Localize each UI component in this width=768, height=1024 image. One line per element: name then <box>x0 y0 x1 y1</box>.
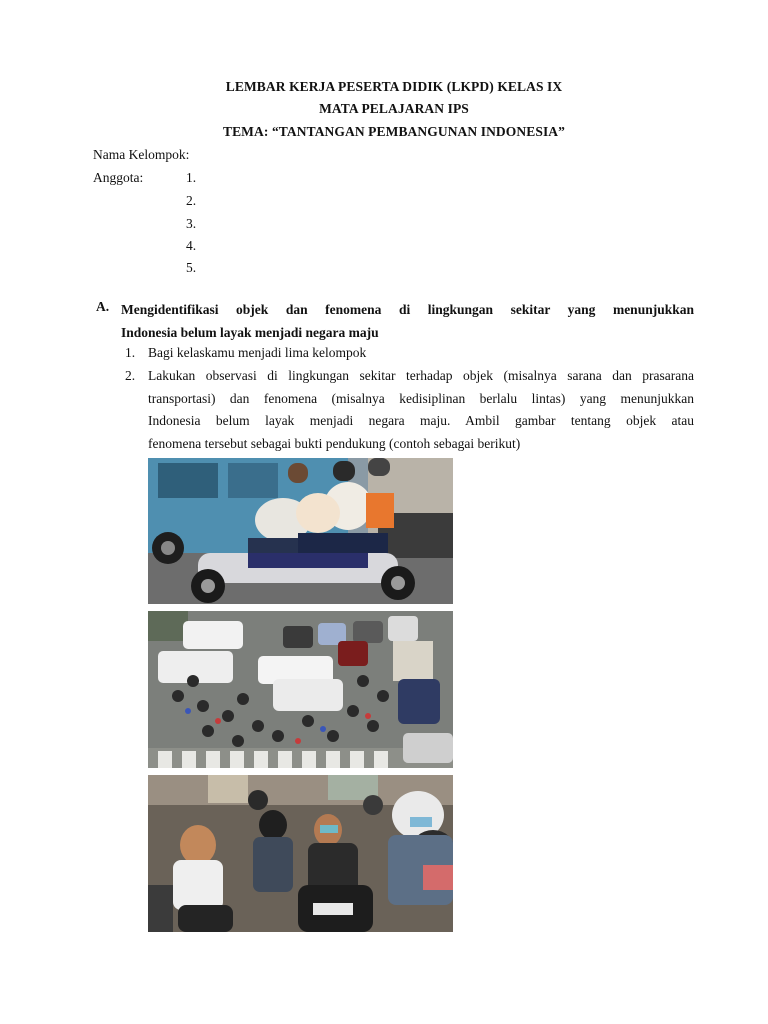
instruction-line: Indonesia belum layak menjadi negara maju. Ambil gambar tentang objek atau <box>148 413 694 428</box>
instruction-line: Bagi kelaskamu menjadi lima kelompok <box>148 345 367 360</box>
traffic-jam-photo <box>148 611 453 768</box>
subject-title: MATA PELAJARAN IPS <box>319 101 469 116</box>
crowded-motorcycles-photo <box>148 775 453 932</box>
section-title-line-1: Mengidentifikasi objek dan fenomena di lingkungan sekitar yang menunjukkan <box>121 302 694 317</box>
member-number-5: 5. <box>186 260 197 275</box>
instruction-line: Lakukan observasi di lingkungan sekitar terhadap objek (misalnya sarana dan prasarana <box>148 368 694 383</box>
member-number-3: 3. <box>186 216 197 231</box>
instruction-text <box>148 365 694 455</box>
instruction-number: 1. <box>125 345 136 360</box>
section-title <box>121 299 694 344</box>
section-title-line-2: Indonesia belum layak menjadi negara maju <box>121 324 379 340</box>
member-number-4: 4. <box>186 238 197 253</box>
motorcycle-students-photo <box>148 458 453 604</box>
instruction-line: fenomena tersebut sebagai bukti pendukung (contoh sebagai berikut) <box>148 435 521 451</box>
instruction-text <box>148 342 694 365</box>
worksheet-title: LEMBAR KERJA PESERTA DIDIK (LKPD) KELAS IX <box>225 79 563 94</box>
member-number-2: 2. <box>186 193 197 208</box>
member-number-1: 1. <box>186 170 197 185</box>
group-name-label: Nama Kelompok: <box>93 147 190 162</box>
section-letter: A. <box>96 299 110 314</box>
instruction-number: 2. <box>125 368 136 383</box>
instruction-line: transportasi) dan fenomena (misalnya kedisiplinan berlalu lintas) yang menunjukkan <box>148 390 694 406</box>
members-label: Anggota: <box>93 170 144 185</box>
theme-title: TEMA: “TANTANGAN PEMBANGUNAN INDONESIA” <box>222 124 566 139</box>
